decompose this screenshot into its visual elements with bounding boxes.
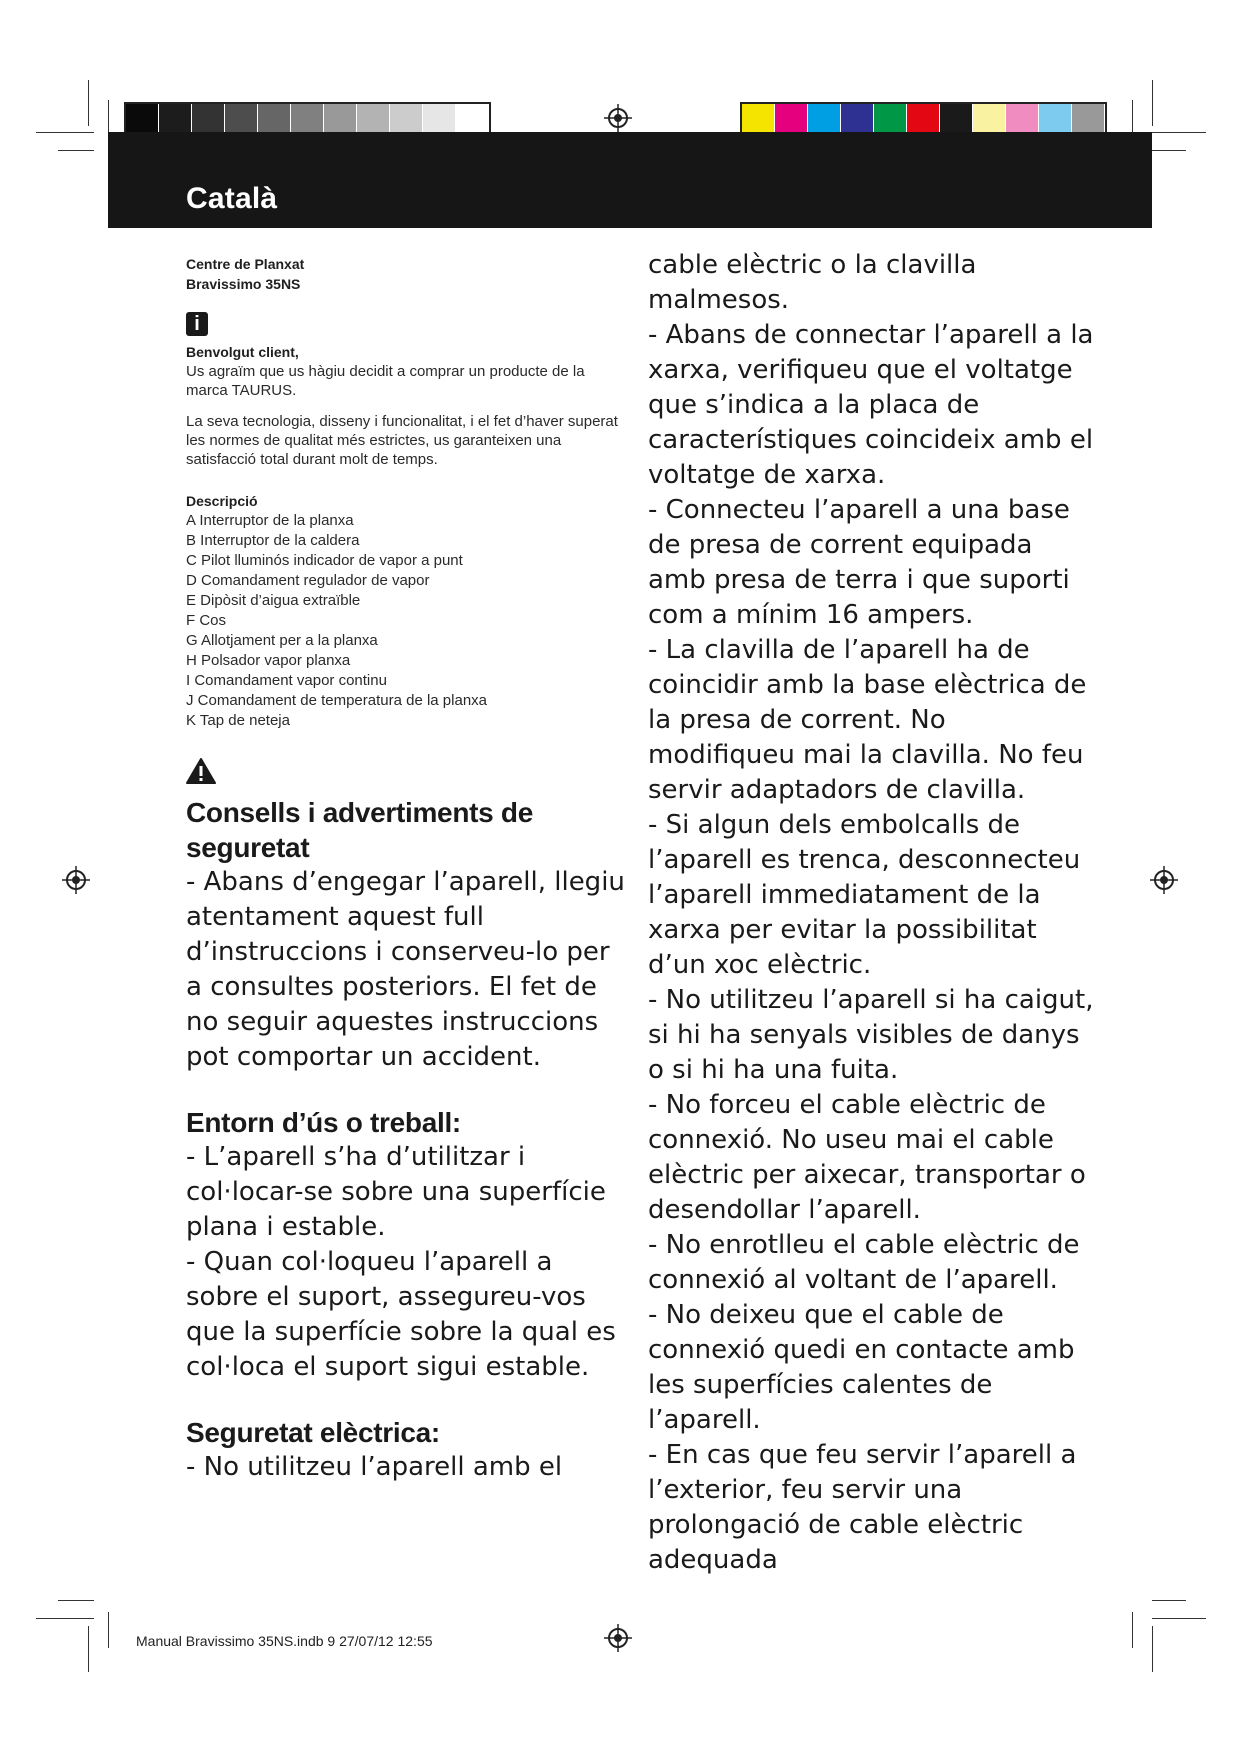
product-category: Centre de Planxat bbox=[186, 256, 305, 272]
body-paragraph: - Connecteu l’aparell a una base de presa de corrent equipada amb presa de terra i que suporti com a mínim 16 ampers. bbox=[648, 495, 1070, 630]
greeting: Benvolgut client, bbox=[186, 344, 299, 360]
body-paragraph: - No enrotlleu el cable elèctric de connexió al voltant de l’aparell. bbox=[648, 1230, 1080, 1295]
description-list bbox=[186, 511, 626, 731]
right-column bbox=[648, 248, 1098, 1578]
body-paragraph: - Quan col·loqueu l’aparell a sobre el suport, assegureu-vos que la superfície sobre la qual es col·loca el suport sigui estable. bbox=[186, 1247, 616, 1382]
body-paragraph: - No forceu el cable elèctric de connexió. No useu mai el cable elèctric per aixecar, transportar o desendollar l’aparell. bbox=[648, 1090, 1086, 1225]
crop-mark bbox=[1152, 132, 1206, 133]
body-paragraph: - No deixeu que el cable de connexió quedi en contacte amb les superfícies calentes de l’aparell. bbox=[648, 1300, 1075, 1435]
crop-mark bbox=[1152, 1600, 1186, 1601]
crop-mark bbox=[1132, 1612, 1133, 1648]
section-heading: Consells i advertiments de seguretat bbox=[186, 797, 533, 863]
list-item: C Pilot lluminós indicador de vapor a punt bbox=[186, 552, 463, 569]
list-item: G Allotjament per a la planxa bbox=[186, 632, 378, 649]
intro-paragraph: Us agraïm que us hàgiu decidit a comprar un producte de la marca TAURUS. bbox=[186, 363, 585, 399]
list-item: J Comandament de temperatura de la planxa bbox=[186, 692, 488, 709]
body-paragraph: - No utilitzeu l’aparell amb el bbox=[186, 1452, 563, 1482]
description-heading: Descripció bbox=[186, 493, 258, 509]
registration-mark-icon bbox=[1150, 866, 1178, 894]
registration-mark-icon bbox=[62, 866, 90, 894]
body-paragraph: - En cas que feu servir l’aparell a l’exterior, feu servir una prolongació de cable elèctric adequada bbox=[648, 1440, 1077, 1575]
body-paragraph: - Abans d’engegar l’aparell, llegiu atentament aquest full d’instruccions i conserveu-lo per a consultes posteriors. El fet de no seguir aquestes instruccions pot comportar un accident. bbox=[186, 867, 625, 1072]
product-model: Bravissimo 35NS bbox=[186, 276, 301, 292]
section-heading: Entorn d’ús o treball: bbox=[186, 1107, 461, 1138]
crop-mark bbox=[88, 80, 89, 126]
print-slug: Manual Bravissimo 35NS.indb 9 27/07/12 12:55 bbox=[136, 1633, 433, 1649]
left-column bbox=[186, 254, 626, 1485]
registration-mark-icon bbox=[604, 104, 632, 132]
crop-mark bbox=[1152, 1626, 1153, 1672]
body-paragraph: - Abans de connectar l’aparell a la xarxa, verifiqueu que el voltatge que s’indica a la placa de característiques coincideix amb el voltatge de xarxa. bbox=[648, 320, 1094, 490]
crop-mark bbox=[58, 150, 94, 151]
body-paragraph: cable elèctric o la clavilla malmesos. bbox=[648, 250, 977, 315]
body-paragraph: - Si algun dels embolcalls de l’aparell es trenca, desconnecteu l’aparell immediatament de la xarxa per evitar la possibilitat d’un xoc elèctric. bbox=[648, 810, 1081, 980]
list-item: A Interruptor de la planxa bbox=[186, 512, 354, 529]
crop-mark bbox=[108, 1612, 109, 1648]
section-heading: Seguretat elèctrica: bbox=[186, 1417, 440, 1448]
crop-mark bbox=[88, 1626, 89, 1672]
crop-mark bbox=[1132, 100, 1133, 136]
info-icon: i bbox=[186, 312, 208, 336]
crop-mark bbox=[1152, 80, 1153, 126]
list-item: E Dipòsit d’aigua extraïble bbox=[186, 592, 361, 609]
list-item: D Comandament regulador de vapor bbox=[186, 572, 430, 589]
crop-mark bbox=[36, 1618, 94, 1619]
crop-mark bbox=[1152, 1618, 1206, 1619]
intro-paragraph: La seva tecnologia, disseny i funcionalitat, i el fet d’haver superat les normes de qualitat més estrictes, us garanteixen una satisfacció total durant molt de temps. bbox=[186, 413, 618, 468]
list-item: B Interruptor de la caldera bbox=[186, 532, 360, 549]
body-paragraph: - La clavilla de l’aparell ha de coincidir amb la base elèctrica de la presa de corrent. No modifiqueu mai la clavilla. No feu servir adaptadors de clavilla. bbox=[648, 635, 1087, 805]
crop-mark bbox=[58, 1600, 94, 1601]
language-title: Català bbox=[186, 182, 278, 215]
list-item: K Tap de neteja bbox=[186, 712, 290, 729]
crop-mark bbox=[36, 132, 94, 133]
body-paragraph: - L’aparell s’ha d’utilitzar i col·locar-se sobre una superfície plana i estable. bbox=[186, 1142, 606, 1242]
list-item: H Polsador vapor planxa bbox=[186, 652, 351, 669]
crop-mark bbox=[1152, 150, 1186, 151]
crop-mark bbox=[108, 100, 109, 136]
registration-mark-icon bbox=[604, 1624, 632, 1652]
warning-icon bbox=[186, 757, 216, 785]
body-paragraph: - No utilitzeu l’aparell si ha caigut, si hi ha senyals visibles de danys o si hi ha una fuita. bbox=[648, 985, 1094, 1085]
list-item: F Cos bbox=[186, 612, 227, 629]
list-item: I Comandament vapor continu bbox=[186, 672, 387, 689]
